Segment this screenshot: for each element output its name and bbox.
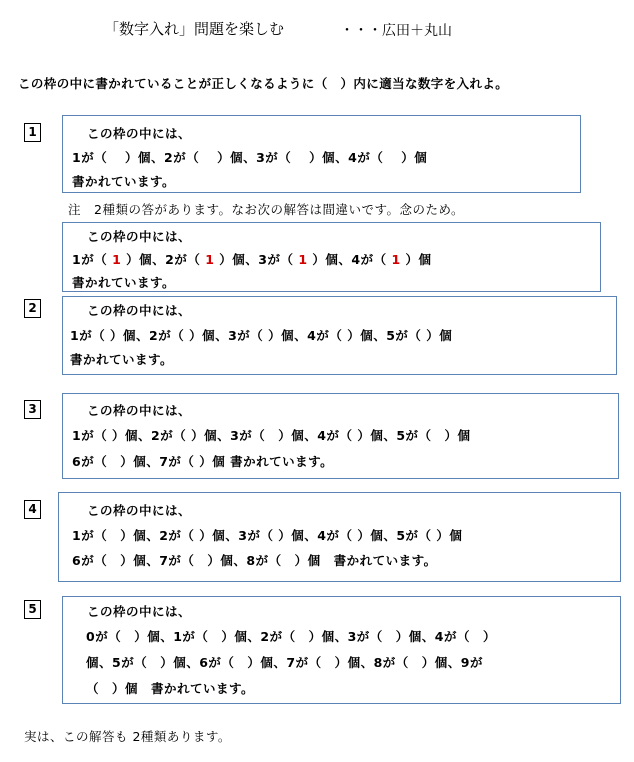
problem-2-line-3: 書かれています。 bbox=[70, 352, 174, 367]
wrong-answer-4: 1 bbox=[391, 252, 401, 267]
problem-3-line-3: 6が（ ）個、7が（ ）個 書かれています。 bbox=[72, 454, 334, 469]
footer-text: 実は、この解答も 2種類あります。 bbox=[24, 729, 231, 744]
problem-2-line-2: 1が（ ）個、2が（ ）個、3が（ ）個、4が（ ）個、5が（ ）個 bbox=[70, 328, 453, 343]
instruction-text: この枠の中に書かれていることが正しくなるように（ ）内に適当な数字を入れよ。 bbox=[18, 76, 509, 91]
wrong-answer-1: 1 bbox=[112, 252, 122, 267]
wrong-example-outro: 書かれています。 bbox=[72, 275, 176, 290]
author-line: ・・・広田＋丸山 bbox=[340, 23, 452, 39]
problem-1-line-2: 1が（ ）個、2が（ ）個、3が（ ）個、4が（ ）個 bbox=[72, 150, 428, 165]
problem-5-line-3: 個、5が（ ）個、6が（ ）個、7が（ ）個、8が（ ）個、9が bbox=[86, 655, 483, 670]
problem-number-5: 5 bbox=[24, 600, 41, 619]
problem-box-2 bbox=[62, 296, 617, 375]
wrong-example-box bbox=[62, 222, 601, 292]
problem-number-1: 1 bbox=[24, 123, 41, 142]
problem-4-line-1: この枠の中には、 bbox=[87, 503, 192, 518]
problem-box-4 bbox=[58, 492, 621, 582]
problem-1-line-1: この枠の中には、 bbox=[87, 126, 192, 141]
problem-5-line-4: （ ）個 書かれています。 bbox=[86, 681, 255, 696]
wrong-label-3: ）個、3が（ bbox=[219, 252, 294, 267]
wrong-label-2: ）個、2が（ bbox=[126, 252, 201, 267]
problem-box-3 bbox=[62, 393, 619, 479]
note-text: 注 2種類の答があります。なお次の解答は間違いです。念のため。 bbox=[68, 202, 464, 217]
wrong-answer-3: 1 bbox=[298, 252, 308, 267]
page-title: 「数字入れ」問題を楽しむ bbox=[104, 20, 285, 38]
problem-3-line-2: 1が（ ）個、2が（ ）個、3が（ ）個、4が（ ）個、5が（ ）個 bbox=[72, 428, 471, 443]
wrong-label-5: ）個 bbox=[405, 252, 432, 267]
problem-2-line-1: この枠の中には、 bbox=[87, 303, 192, 318]
problem-number-4: 4 bbox=[24, 500, 41, 519]
problem-4-line-3: 6が（ ）個、7が（ ）個、8が（ ）個 書かれています。 bbox=[72, 553, 437, 568]
wrong-label-4: ）個、4が（ bbox=[312, 252, 387, 267]
problem-4-line-2: 1が（ ）個、2が（ ）個、3が（ ）個、4が（ ）個、5が（ ）個 bbox=[72, 528, 463, 543]
wrong-example-intro: この枠の中には、 bbox=[87, 229, 192, 244]
problem-number-2: 2 bbox=[24, 299, 41, 318]
problem-box-1 bbox=[62, 115, 581, 193]
problem-3-line-1: この枠の中には、 bbox=[87, 403, 192, 418]
wrong-example-line bbox=[72, 250, 432, 268]
problem-box-5 bbox=[62, 596, 621, 704]
wrong-answer-2: 1 bbox=[205, 252, 215, 267]
problem-1-line-3: 書かれています。 bbox=[72, 174, 176, 189]
wrong-label-1: 1が（ bbox=[72, 252, 108, 267]
problem-5-line-1: この枠の中には、 bbox=[87, 604, 192, 619]
problem-5-line-2: 0が（ ）個、1が（ ）個、2が（ ）個、3が（ ）個、4が（ ） bbox=[86, 629, 496, 644]
problem-number-3: 3 bbox=[24, 400, 41, 419]
